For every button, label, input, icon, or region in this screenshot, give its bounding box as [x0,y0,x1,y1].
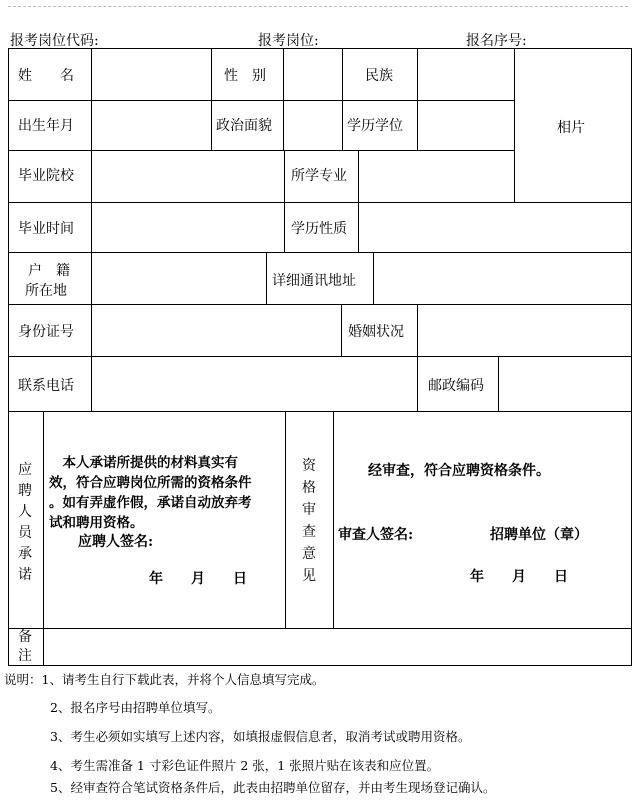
position-label: 报考岗位: [258,33,319,49]
id-card-label: 身份证号 [18,324,74,340]
birth-input-cell[interactable] [91,100,212,151]
vertical-char: 查 [302,524,316,540]
vertical-char: 备 [18,629,32,645]
address-label: 详细通讯地址 [272,273,356,289]
gender-label: 性 别 [224,68,266,84]
vertical-char: 员 [18,525,32,541]
pledge-line-4: 试和聘用资格。 [49,515,144,531]
position-code-label: 报考岗位代码: [10,33,99,49]
vertical-char: 审 [302,502,316,518]
vertical-char: 意 [302,546,316,562]
gender-input-cell[interactable] [283,48,343,101]
reviewer-signature-label: 审查人签名: [338,527,414,543]
phone-input-cell[interactable] [91,356,418,412]
remarks-label [17,628,33,666]
review-statement: 经审查，符合应聘资格条件。 [368,463,550,479]
id-card-input-cell[interactable] [91,304,342,357]
pledge-text [49,453,289,533]
vertical-char: 聘 [18,483,32,499]
ethnicity-input-cell[interactable] [417,48,515,101]
pledge-signature-label: 应聘人签名: [78,534,154,550]
review-date: 年 月 日 [470,569,568,585]
edu-type-input-cell[interactable] [358,202,632,253]
vertical-char: 资 [302,458,316,474]
school-label: 毕业院校 [18,168,74,184]
name-input-cell[interactable] [91,48,212,101]
political-input-cell[interactable] [283,100,343,151]
grad-time-input-cell[interactable] [91,202,285,253]
name-label: 姓 名 [18,68,74,84]
vertical-char: 承 [18,546,32,562]
serial-no-label: 报名序号: [466,33,527,49]
vertical-char: 格 [302,480,316,496]
education-input-cell[interactable] [417,100,515,151]
edu-type-label: 学历性质 [291,221,347,237]
review-label [301,455,317,587]
political-label: 政治面貌 [216,118,272,134]
education-label: 学历学位 [347,118,403,134]
vertical-char: 诺 [18,567,32,583]
ethnicity-label: 民族 [365,68,393,84]
note-1: 说明：1、请考生自行下载此表，并将个人信息填写完成。 [4,672,325,687]
hukou-input-cell[interactable] [91,252,267,305]
major-input-cell[interactable] [358,150,515,203]
review-content-cell[interactable] [333,411,632,629]
hukou-label-line1: 户 籍 [28,263,70,279]
photo-label: 相片 [557,120,585,136]
birth-label: 出生年月 [18,118,74,134]
note-4: 4、考生需准备 1 寸彩色证件照片 2 张，1 张照片贴在该表和应位置。 [50,758,440,773]
major-label: 所学专业 [291,168,347,184]
vertical-char: 注 [18,648,32,664]
pledge-line-3: 。如有弄虚作假，承诺自动放弃考 [49,495,252,511]
pledge-line-2: 效，符合应聘岗位所需的资格条件 [49,475,252,491]
pledge-label [17,460,33,586]
school-input-cell[interactable] [91,150,285,203]
marital-input-cell[interactable] [417,304,632,357]
marital-label: 婚姻状况 [348,324,404,340]
address-input-cell[interactable] [373,252,632,305]
phone-label: 联系电话 [18,378,74,394]
vertical-char: 见 [302,568,316,584]
pledge-line-1: 本人承诺所提供的材料真实有 [49,455,238,471]
vertical-char: 人 [18,504,32,520]
postcode-label: 邮政编码 [428,378,484,394]
grad-time-label: 毕业时间 [18,221,74,237]
note-5: 5、经审查符合笔试资格条件后，此表由招聘单位留存，并由考生现场登记确认。 [50,780,496,795]
remarks-input-cell[interactable] [43,628,632,666]
vertical-char: 应 [18,462,32,478]
postcode-input-cell[interactable] [498,356,632,412]
note-2: 2、报名序号由招聘单位填写。 [50,700,221,715]
top-divider [8,6,628,7]
hukou-label-line2: 所在地 [25,283,67,299]
note-3: 3、考生必须如实填写上述内容，如填报虚假信息者，取消考试或聘用资格。 [50,729,471,744]
recruiting-unit-seal: 招聘单位（章） [490,527,588,543]
pledge-date: 年 月 日 [149,571,247,587]
